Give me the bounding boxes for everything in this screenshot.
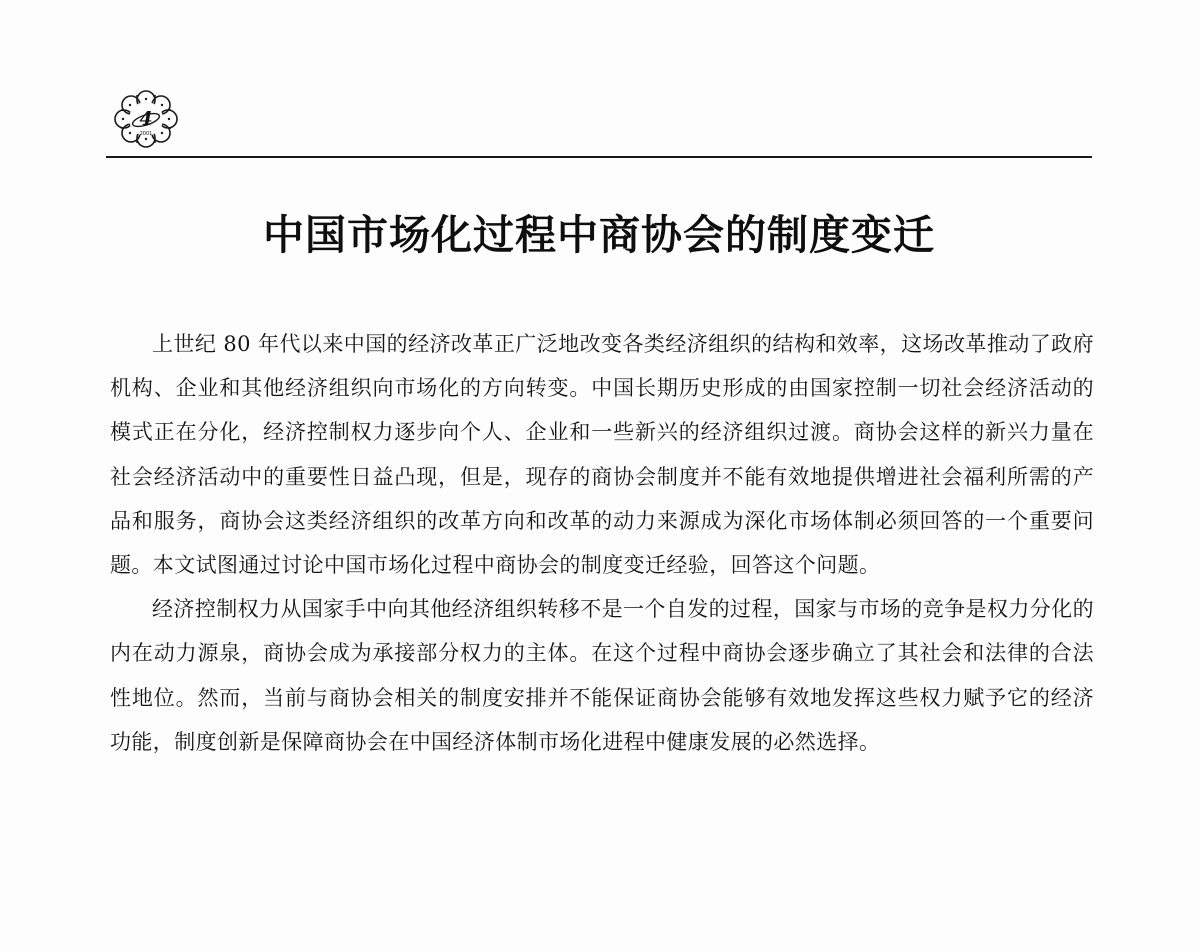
emblem-glyph: 4 (139, 108, 153, 130)
emblem-year: 2001 (139, 131, 153, 137)
paragraph-2: 经济控制权力从国家手中向其他经济组织转移不是一个自发的过程，国家与市场的竞争是权力分化的内在动力源泉，商协会成为承接部分权力的主体。在这个过程中商协会逐步确立了其社会和法律的合法性地位。然而，当前与商协会相关的制度安排并不能保证商协会能够有效地发挥这些权力赋予它的经济功能，制度创新是保障商协会在中国经济体制市场化进程中健康发展的必然选择。 (110, 597, 1094, 754)
paragraph-1: 上世纪 80 年代以来中国的经济改革正广泛地改变各类经济组织的结构和效率，这场改革推动了政府机构、企业和其他经济组织向市场化的方向转变。中国长期历史形成的由国家控制一切社会经济活动的模式正在分化，经济控制权力逐步向个人、企业和一些新兴的经济组织过渡。商协会这样的新兴力量在社会经济活动中的重要性日益凸现，但是，现存的商协会制度并不能有效地提供增进社会福利所需的产品和服务，商协会这类经济组织的改革方向和改革的动力来源成为深化市场体制必须回答的一个重要问题。本文试图通过讨论中国市场化过程中商协会的制度变迁经验，回答这个问题。 (110, 332, 1094, 578)
article-title: 中国市场化过程中商协会的制度变迁 (263, 211, 935, 259)
anniversary-emblem-icon (104, 80, 188, 158)
article-body (110, 322, 1094, 764)
header-rule (106, 156, 1092, 158)
